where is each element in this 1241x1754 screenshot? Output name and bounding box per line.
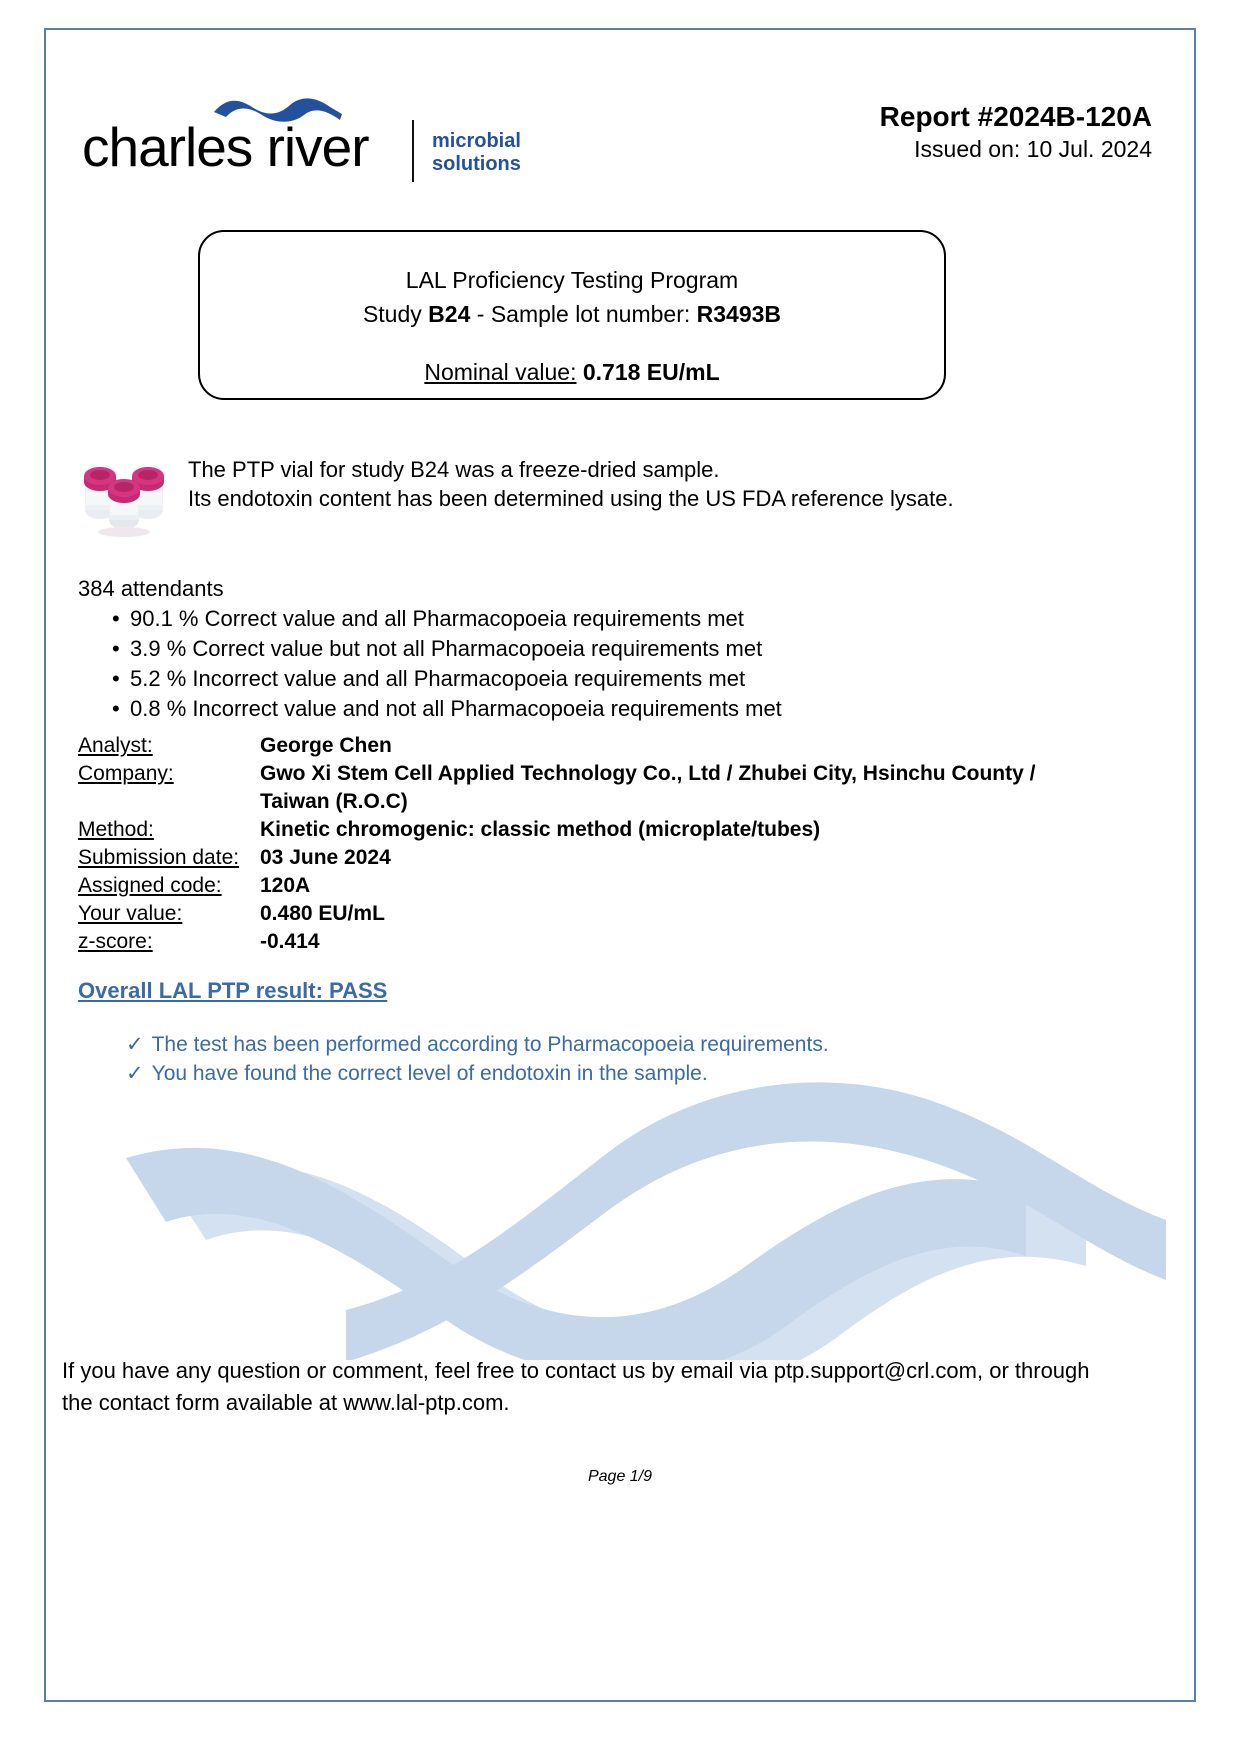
ptp-vials-photo bbox=[70, 440, 180, 540]
list-item: • 3.9 % Correct value but not all Pharmacopoeia requirements met bbox=[130, 634, 782, 664]
detail-label-method: Method: bbox=[78, 818, 154, 841]
result-statement-2-text: You have found the correct level of endotoxin in the sample. bbox=[151, 1062, 708, 1085]
table-row bbox=[78, 760, 1078, 816]
study-code: B24 bbox=[428, 301, 471, 327]
participant-details bbox=[78, 732, 1078, 956]
table-row bbox=[78, 732, 1078, 760]
detail-label-your-value: Your value: bbox=[78, 902, 183, 925]
report-number: Report #2024B-120A bbox=[879, 101, 1152, 132]
check-icon: ✓ bbox=[126, 1033, 144, 1056]
page-number: Page 1/9 bbox=[587, 1468, 653, 1485]
report-identification bbox=[880, 100, 1152, 164]
logo-wordmark: charles river bbox=[82, 116, 369, 178]
detail-value-submission-date: 03 June 2024 bbox=[260, 846, 391, 869]
detail-value-method: Kinetic chromogenic: classic method (microplate/tubes) bbox=[260, 818, 821, 841]
detail-label-z-score: z-score: bbox=[78, 930, 153, 953]
nominal-value-line bbox=[200, 356, 944, 388]
lot-label: - Sample lot number: bbox=[470, 301, 697, 327]
table-row bbox=[78, 844, 1078, 872]
detail-value-company: Gwo Xi Stem Cell Applied Technology Co., Ltd / Zhubei City, Hsinchu County / Taiwan (R.O.C) bbox=[260, 762, 1036, 813]
detail-label-assigned-code: Assigned code: bbox=[78, 874, 222, 897]
lot-number: R3493B bbox=[696, 301, 782, 327]
program-title: LAL Proficiency Testing Program bbox=[405, 267, 739, 293]
logo-subbrand-line2: solutions bbox=[432, 153, 521, 175]
table-row bbox=[78, 816, 1078, 844]
list-item: • 5.2 % Incorrect value and all Pharmacopoeia requirements met bbox=[130, 664, 782, 694]
vials-illustration-icon bbox=[70, 440, 180, 540]
decorative-wave-graphic bbox=[46, 1070, 1194, 1360]
attendants-breakdown-list bbox=[78, 604, 782, 724]
detail-value-analyst: George Chen bbox=[260, 734, 392, 757]
report-issue-date: Issued on: 10 Jul. 2024 bbox=[914, 136, 1152, 162]
footer-contact-line2: the contact form available at www.lal-ptp.com. bbox=[62, 1390, 510, 1415]
result-statement-1 bbox=[126, 1030, 829, 1059]
table-row bbox=[78, 928, 1078, 956]
sample-description-line2: Its endotoxin content has been determined using the US FDA reference lysate. bbox=[188, 486, 954, 511]
detail-label-submission-date: Submission date: bbox=[78, 846, 240, 869]
list-item: • 90.1 % Correct value and all Pharmacopoeia requirements met bbox=[130, 604, 782, 634]
attendants-section bbox=[78, 574, 782, 724]
list-item: • 0.8 % Incorrect value and not all Pharmacopoeia requirements met bbox=[130, 694, 782, 724]
nominal-value: 0.718 EU/mL bbox=[582, 359, 720, 385]
overall-result-heading: Overall LAL PTP result: PASS bbox=[78, 978, 388, 1003]
study-prefix: Study bbox=[362, 301, 429, 327]
detail-value-z-score: -0.414 bbox=[260, 930, 320, 953]
sample-description bbox=[188, 455, 954, 513]
footer-contact-line1: If you have any question or comment, feel free to contact us by email via ptp.support@crl.com, or through bbox=[62, 1358, 1090, 1383]
detail-value-assigned-code: 120A bbox=[260, 874, 311, 897]
sample-description-line1: The PTP vial for study B24 was a freeze-dried sample. bbox=[188, 457, 720, 482]
table-row bbox=[78, 900, 1078, 928]
nominal-label: Nominal value: bbox=[424, 359, 577, 385]
charles-river-logo bbox=[82, 98, 521, 188]
report-page bbox=[44, 28, 1196, 1702]
page-header bbox=[46, 88, 1194, 198]
detail-value-your-value: 0.480 EU/mL bbox=[260, 902, 385, 925]
detail-label-company: Company: bbox=[78, 762, 174, 785]
table-row bbox=[78, 872, 1078, 900]
footer-contact bbox=[62, 1355, 1182, 1419]
study-summary-box bbox=[198, 230, 946, 400]
logo-divider bbox=[412, 120, 414, 182]
logo-subbrand bbox=[432, 130, 521, 176]
result-statement-1-text: The test has been performed according to Pharmacopoeia requirements. bbox=[151, 1033, 829, 1056]
check-icon: ✓ bbox=[126, 1062, 144, 1085]
study-lot-line bbox=[200, 298, 944, 330]
attendants-count: 384 attendants bbox=[78, 576, 224, 601]
detail-label-analyst: Analyst: bbox=[78, 734, 153, 757]
logo-subbrand-line1: microbial bbox=[432, 130, 521, 152]
